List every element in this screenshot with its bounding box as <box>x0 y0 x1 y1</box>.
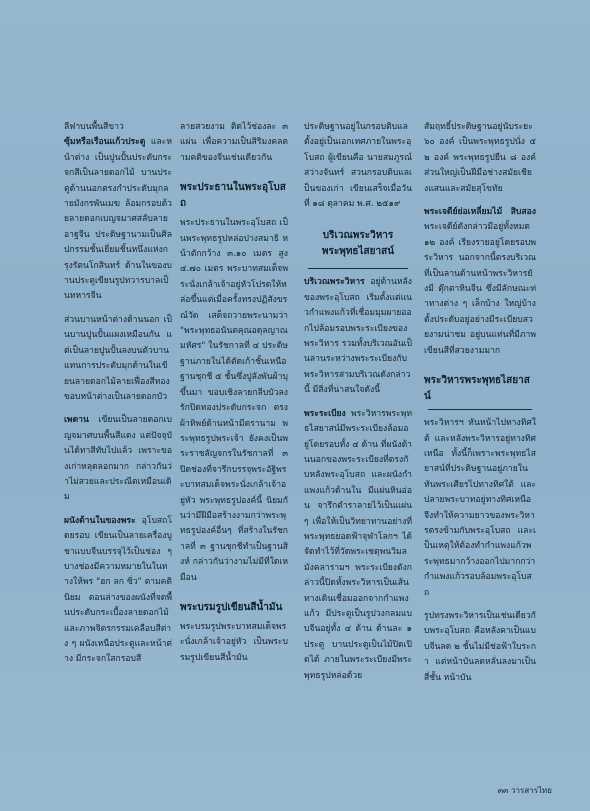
paragraph-body: พระเจดีย์ดังกล่าวมีอยู่ทั้งหมด ๑๒ องค์ เรียงรายอยู่โดยรอบพระวิหาร นอกจากนี้ตรงบริเวณที่เป็นลานด้านหน้าพระวิหารยังมี ตุ๊กตาหินจีน ซึ่งมีลักษณะท่าทางต่าง ๆ เล็กบ้าง ใหญ่บ้าง ตั้งประดับอยู่อย่างมีระเบียบสวยงามน่าชม อยู่บนแท่นที่มีภาพเขียนสีที่สวยงามมาก <box>424 222 536 356</box>
paragraph: พระบรมรูปพระบาทสมเด็จพระนั่งเกล้าเจ้าอยู่หัว เป็นพระบรมรูปเขียนสีน้ำมัน <box>180 621 288 663</box>
paragraph <box>304 407 412 684</box>
column-4 <box>424 120 536 686</box>
column-3 <box>304 120 412 684</box>
paragraph: สัมฤทธิ์ประดิษฐานอยู่นับระยะ ๖๐ องค์ เป็นพระพุทธรูปนั่ง ๕๒ องค์ พระพุทธรูปยืน ๘ องค์ ส่วนใหญ่เป็นฝีมือช่างสมัยเชียงแสนและสมัยสุโขทัย <box>424 122 536 194</box>
inline-heading: ซุ้มหรือเรือนแก้วประตู <box>64 137 146 148</box>
paragraph-body: อุโบสถโดยรอบ เขียนเป็นลายเครื่องบูชาแบบจีนบรรจุไว้เป็นช่อง ๆ บางช่องมีความหมายในในทางให้พร "ฮก ลก ซิ่ว" ตามคตินิยม ตอนล่างของผนังที่จดพื้นประดับกระเบื้องลายดอกไม้และภาพจิตรกรรมเคลือบสีต่าง ๆ ผนังเหนือประตูและหน้าต่าง มีกระจกใสกรอบสี <box>64 515 172 665</box>
inline-heading: ผนังด้านในของพระ <box>64 515 136 526</box>
section-heading: พระบรมรูปเขียนสีน้ำมัน <box>180 601 283 613</box>
paragraph: รูปทรงพระวิหารเป็นเช่นเดียวกับพระอุโบสถ คือหลังคาเป็นแบบจีนลด ๒ ชั้นไม่มีช่อฟ้าใบระกา แต่หน้าบันลดหลั่นลงมาเป็นสี่ชั้น หน้าบัน <box>424 610 536 683</box>
paragraph <box>64 135 172 304</box>
divider <box>428 409 531 410</box>
paragraph: ส่วนบานหน้าต่างด้านนอก เป็นบานปูนปั้นแผงเหมือนกัน แต่เป็นลายปูนปั้นลงบนตัวบานแทนการประดับมุกด้านในเขียนลายดอกไม้ลายเฟื่องสีทอง ขอบหน้าต่างเป็นลายดอกบัว <box>64 314 172 402</box>
inline-heading: เพดาน <box>64 415 89 426</box>
paragraph-body: อยู่ด้านหลังของพระอุโบสถ เริ่มตั้งแต่แนวกำแพงแก้วที่เชื่อมมุมผายออกไปล้อมรอบพระระเบียงของพระวิหาร รวมทั้งบริเวณอันเป็นลานระหว่างพระระเบียงกับพระวิหารสามบริเวณดังกล่าวนี้ มีสิ่งที่น่าสนใจดังนี้ <box>304 277 412 396</box>
section-heading-line: พระพุทธไสยาสน์ <box>321 246 395 258</box>
section-heading <box>304 228 412 260</box>
paragraph-body: และหน้าต่าง เป็นปูนปั้นประดับกระจกสีเป็นลายดอกไม้ บานประตูด้านนอกตรงกำประดับมุกลายมังกรพันเมฆ ล้อมกรอบด้วยลายดอกเบญจมาศสลับลายอาฐจีน ประดิษฐานามเป็นศิลปกรรมชั้นเยี่ยมชิ้นหนึ่งแห่งกรุงรัตนโกสินทร์ ด้านในของบานประตูเขียนรูปทวารบาลเป็นทหารจีน <box>64 137 172 302</box>
paragraph: ประดิษฐานอยู่ในกรอบติบแลตั้งอยู่เป็นเอกเทศภายในพระอุโบสถ ผู้เขียนคือ นายสมภูรณ์ สว่างจันทร์ สวนกรอบติบแลเป็นของเก่า เขียนเสร็จเมื่อวันที่ ๑๘ ตุลาคม พ.ศ. ๒๕๑๙ <box>304 122 412 210</box>
paragraph: ลายสวยงาม ติดไว้ช่องละ ๓ แผ่น เพื่อความเป็นสิริมงคลตามคติของจีนเช่นเดียวกัน <box>180 122 288 163</box>
paragraph <box>64 413 172 505</box>
section-heading: พระวิหารพระพุทธไสยาสน์ <box>424 375 530 403</box>
paragraph-body: พระวิหารพระพุทธไสยาสน์มีพระระเบียงล้อมอยู่โดยรอบทั้ง ๔ ด้าน ที่ผนังด้านนอกของพระระเบียงที่ตรงกับหลังพระอุโบสถ และผนังกำแพงแก้วด้านใน มีแผ่นหินอ่อน จารึกตำราลายไว้เป็นแผ่น ๆ เพื่อให้เป็นวิทยาทานอย่างที่พระพุทธยอดฟ้าจุฬาโลกฯ ได้จัดทำไว้ที่วัดพระเชตุพนวิมลมังคลารามฯ พระระเบียงดังกล่าวนี้ปิดทั้งพระวิหารเป็นเส้นทางเดินเชื่อมออกจากกำแพงแก้ว มีประตูเป็นรูปวงกลมแบบจีนอยู่ทั้ง ๔ ด้าน ด้านละ ๑ ประตู บานประตูเป็นไม้ปิดเปิดได้ ภายในพระระเบียงมีพระพุทธรูปหล่อด้วย <box>304 408 412 681</box>
inline-heading: สิบสอง <box>510 207 536 218</box>
inline-heading: พระเจดีย์ย่อเหลี่ยมไม้ <box>424 207 503 218</box>
inline-heading: พระระเบียง <box>304 408 346 419</box>
page-footer: ๓๓ วารสารไทย <box>497 786 552 795</box>
column-1 <box>64 120 172 668</box>
paragraph-body: เขียนเป็นลายดอกเบญจมาศบนพื้นสีแดง แต่ปัจจุบันได้ทาสีทับไปแล้ว เพราะของเก่าหลุดลอกมาก กล่าวกันว่าไม่สวยและประณีตเหมือนเดิม <box>64 415 172 503</box>
column-2 <box>180 120 288 666</box>
section-heading-line: บริเวณพระวิหาร <box>322 230 394 242</box>
paragraph <box>64 514 172 668</box>
inline-heading: บริเวณพระวิหาร <box>304 277 365 288</box>
paragraph <box>304 275 412 398</box>
paragraph: พระวิหารฯ หันหน้าไปทางทิศใต้ และหลังพระวิหารอยู่ทางทิศเหนือ ทั้งนี้ก็เพราะพระพุทธไสยาสน์ที่ประดิษฐานอยู่ภายใน หันพระเศียรไปทางทิศใต้ และปลายพระบาทอยู่ทางทิศเหนือ จึงทำให้ความยาวของพระวิหารตรงข้ามกับพระอุโบสถ และเป็นเหตุให้ต้องทำกำแพงแก้วพระพุทธมากว้างออกไปมากกว่ากำแพงแก้วรอบล้อมพระอุโบสถ <box>424 418 536 598</box>
paragraph: ลีฟาบนพื้นสีขาว <box>64 122 124 132</box>
divider <box>308 268 407 269</box>
paragraph <box>424 205 536 359</box>
paragraph: พระประธานในพระอุโบสถ เป็นพระพุทธรูปหล่อปางสมาธิ หน้าตักกว้าง ๓.๑๐ เมตร สูง ๔.๗๐ เมตร พระบาทสมเด็จพระนั่งเกล้าเจ้าอยู่หัวโปรดให้หล่อขึ้นแต่เมื่อครั้งทรงปฏิสังขรณ์วัด เสด็จถวายพระนามว่า "พระพุทธอนันตคุณอดุลญาณมหัศร" ในรัชกาลที่ ๔ ประดิษฐานภายในได้ตัดเก้าชั้นเหนือฐานชุกชี ๕ ชั้นซึ่งปูลังพันผ้าบุขึ้นมา ขอบเชิงลายกลีบบัวลงรักปิดทองประดับกระจก ตรงผ้าทิพย์ด้านหน้ามีตรานาม พระพุทธรูปพระเจ้า ยังคงเป็นพระราชลัญจกรในรัชกาลที่ ๓ ปิดช่องที่จารึกบรรจุพระอัฐิพระบาทสมเด็จพระนั่งเกล้าเจ้าอยู่หัว พระพุทธรูปองค์นี้ นิยมกันว่ามีฝีมือสร้างงามกว่าพระพุทธรูปองค์อื่นๆ ที่สร้างในรัชกาลที่ ๓ ฐานชุกชีทำเป็นฐานสิงห์ กล่าวกันว่างามไม่มีที่ใดเหมือน <box>180 218 288 583</box>
section-heading: พระประธานในพระอุโบสถ <box>180 182 286 210</box>
